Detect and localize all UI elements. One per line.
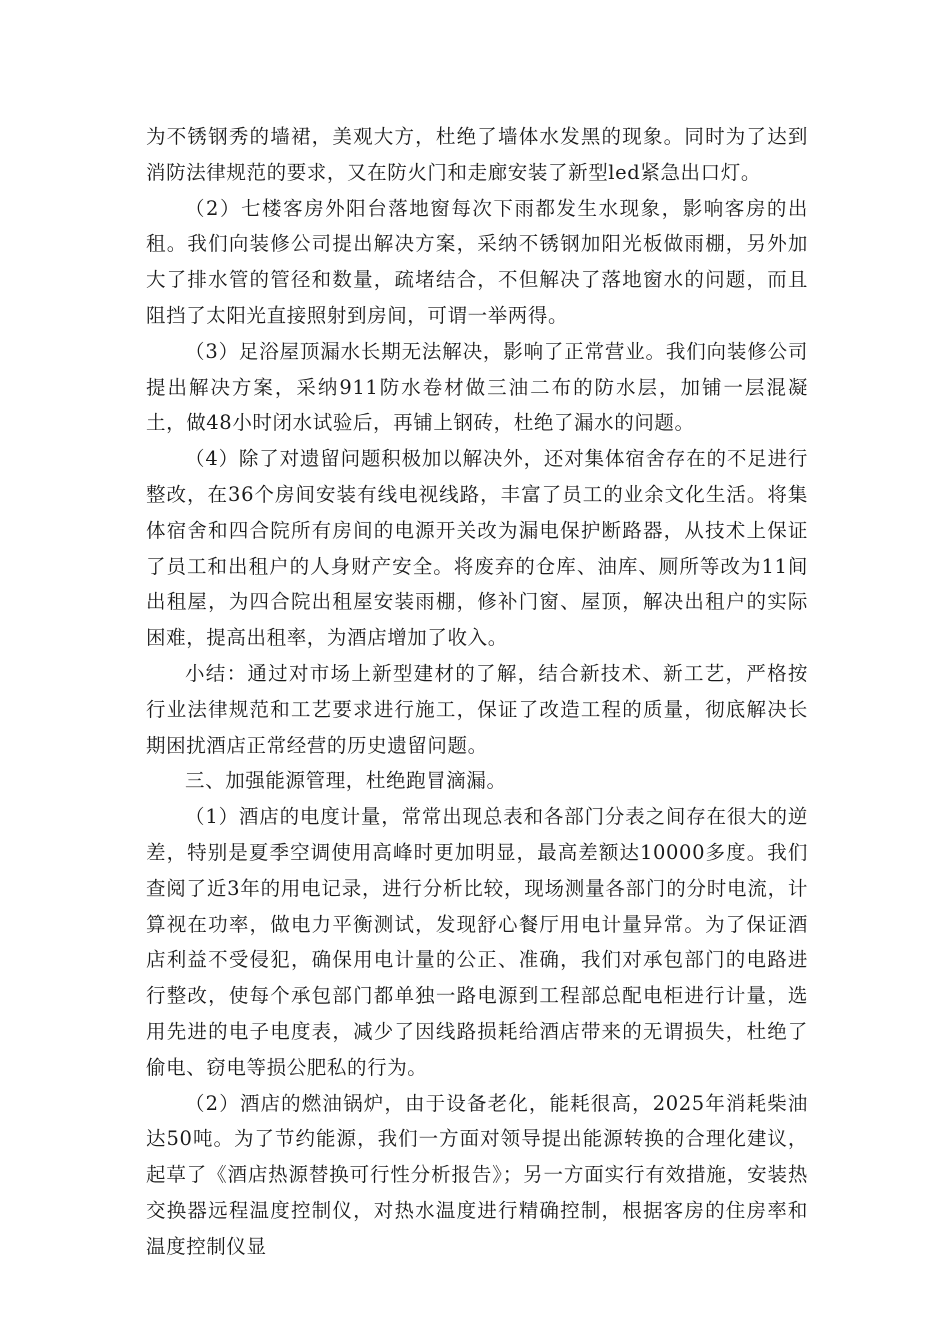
paragraph-summary: 小结：通过对市场上新型建材的了解，结合新技术、新工艺，严格按行业法律规范和工艺要求进行施工，保证了改造工程的质量，彻底解决长期困扰酒店正常经营的历史遗留问题。 (146, 661, 808, 757)
paragraph-item-2-balcony-window: （2）七楼客房外阳台落地窗每次下雨都发生水现象，影响客房的出租。我们向装修公司提出解决方案，采纳不锈钢加阳光板做雨棚，另外加大了排水管的管径和数量，疏堵结合，不但解决了落地窗水的问题，而且阻挡了太阳光直接照射到房间，可谓一举两得。 (146, 196, 808, 327)
paragraph-item-4-dormitory: （4）除了对遗留问题积极加以解决外，还对集体宿舍存在的不足进行整改，在36个房间安装有线电视线路，丰富了员工的业余文化生活。将集体宿舍和四合院所有房间的电源开关改为漏电保护断路器，从技术上保证了员工和出租户的人身财产安全。将废弃的仓库、油库、厕所等改为11间出租屋，为四合院出租屋安装雨棚，修补门窗、屋顶，解决出租户的实际困难，提高出租率，为酒店增加了收入。 (146, 447, 808, 650)
paragraph-continuation: 为不锈钢秀的墙裙，美观大方，杜绝了墙体水发黑的现象。同时为了达到消防法律规范的要求，又在防火门和走廊安装了新型led紧急出口灯。 (146, 125, 808, 184)
document-body (146, 119, 808, 1265)
paragraph-item-3-foot-bath-roof: （3）足浴屋顶漏水长期无法解决，影响了正常营业。我们向装修公司提出解决方案，采纳911防水卷材做三油二布的防水层，加铺一层混凝土，做48小时闭水试验后，再铺上钢砖，杜绝了漏水的问题。 (146, 339, 808, 435)
paragraph-item-2-oil-boiler: （2）酒店的燃油锅炉，由于设备老化，能耗很高，2025年消耗柴油达50吨。为了节约能源，我们一方面对领导提出能源转换的合理化建议，起草了《酒店热源替换可行性分析报告》；另一方面实行有效措施，安装热交换器远程温度控制仪，对热水温度进行精确控制，根据客房的住房率和温度控制仪显 (146, 1091, 808, 1258)
paragraph-item-1-electricity-metering: （1）酒店的电度计量，常常出现总表和各部门分表之间存在很大的逆差，特别是夏季空调使用高峰时更加明显，最高差额达10000多度。我们查阅了近3年的用电记录，进行分析比较，现场测量各部门的分时电流，计算视在功率，做电力平衡测试，发现舒心餐厅用电计量异常。为了保证酒店利益不受侵犯，确保用电计量的公正、准确，我们对承包部门的电路进行整改，使每个承包部门都单独一路电源到工程部总配电柜进行计量，选用先进的电子电度表，减少了因线路损耗给酒店带来的无谓损失，杜绝了偷电、窃电等损公肥私的行为。 (146, 805, 808, 1079)
section-heading-energy-management: 三、加强能源管理，杜绝跑冒滴漏。 (185, 769, 507, 793)
